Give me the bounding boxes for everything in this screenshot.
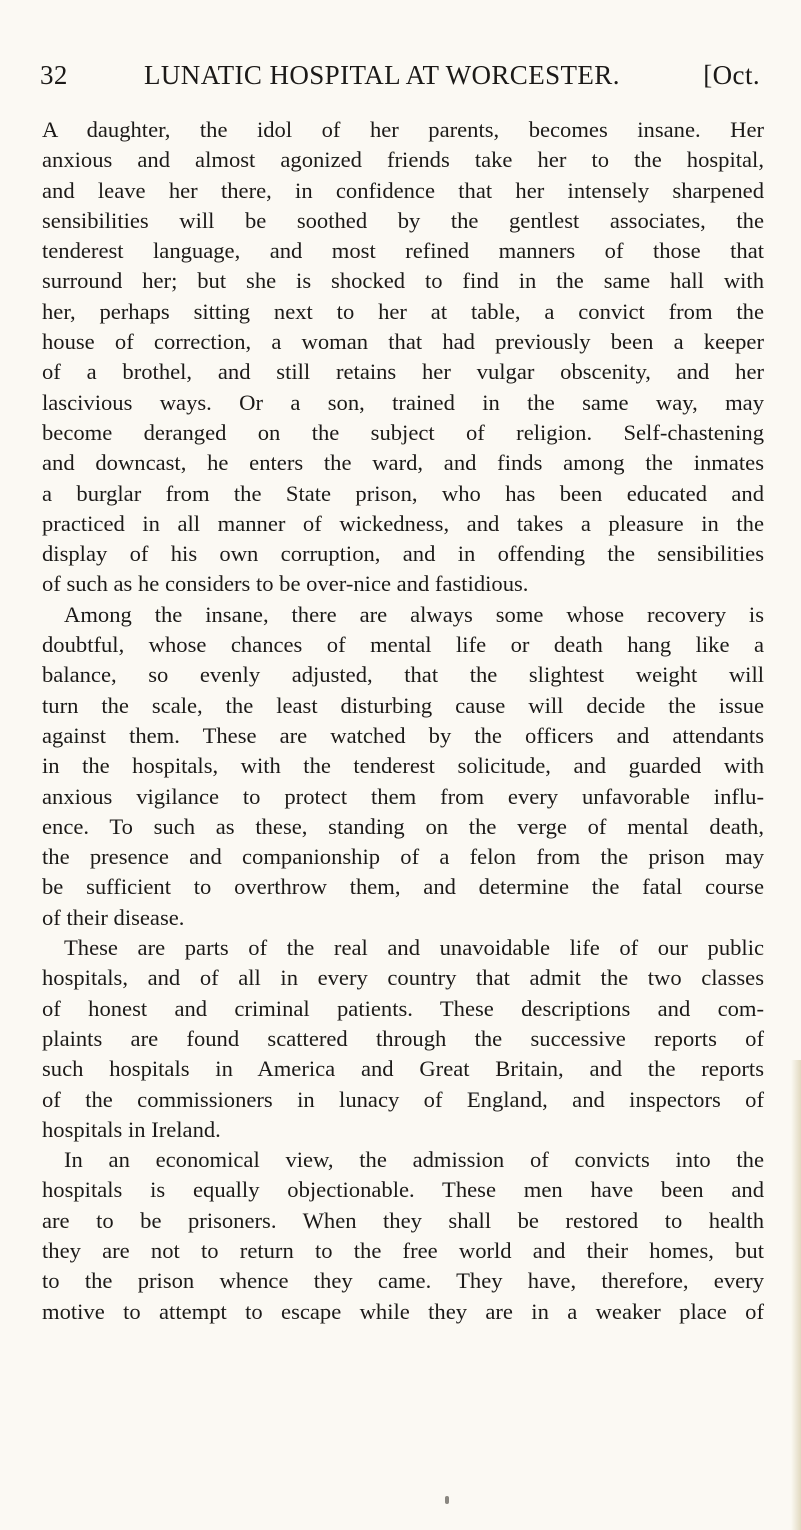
text-line: of the commissioners in lunacy of England, and inspectors of	[42, 1086, 764, 1112]
text-line: A daughter, the idol of her parents, becomes insane. Her	[42, 117, 764, 142]
text-line: of honest and criminal patients. These descriptions and com-	[42, 995, 764, 1021]
text-line: In an economical view, the admission of convicts into the	[64, 1147, 764, 1173]
text-line: ence. To such as these, standing on the verge of mental death,	[42, 813, 764, 839]
ink-speck	[445, 1496, 449, 1504]
text-line: anxious and almost agonized friends take her to the hospital,	[42, 147, 764, 173]
text-line: hospitals, and of all in every country that admit the two classes	[42, 965, 764, 991]
text-line: tenderest language, and most refined manners of those that	[42, 238, 764, 264]
text-line: a burglar from the State prison, who has been educated and	[42, 480, 764, 506]
text-line: against them. These are watched by the officers and attendants	[42, 722, 764, 748]
text-line: surround her; but she is shocked to find in the same hall with	[42, 268, 764, 294]
text-line: of their disease.	[42, 904, 185, 930]
text-line: balance, so evenly adjusted, that the slightest weight will	[42, 662, 764, 688]
text-line: they are not to return to the free world and their homes, but	[42, 1237, 764, 1263]
text-line: are to be prisoners. When they shall be restored to health	[42, 1207, 764, 1233]
body-text	[42, 115, 764, 1327]
text-line: become deranged on the subject of religion. Self-chastening	[42, 419, 764, 445]
text-line: the presence and companionship of a felon from the prison may	[42, 844, 764, 870]
text-line: and downcast, he enters the ward, and finds among the inmates	[42, 450, 764, 476]
text-line: and leave her there, in confidence that her intensely sharpened	[42, 177, 764, 203]
running-title: LUNATIC HOSPITAL AT WORCESTER.	[144, 60, 620, 90]
text-line: hospitals in Ireland.	[42, 1116, 221, 1142]
text-line: of a brothel, and still retains her vulgar obscenity, and her	[42, 359, 764, 385]
header-date: [Oct.	[703, 60, 760, 90]
text-line: sensibilities will be soothed by the gentlest associates, the	[42, 207, 764, 233]
text-line: doubtful, whose chances of mental life or death hang like a	[42, 632, 764, 658]
text-line: motive to attempt to escape while they are in a weaker place of	[42, 1298, 764, 1324]
page-edge-shadow	[791, 1060, 801, 1530]
text-line: turn the scale, the least disturbing cause will decide the issue	[42, 692, 764, 718]
text-line: Among the insane, there are always some whose recovery is	[64, 601, 764, 627]
text-line: display of his own corruption, and in offending the sensibilities	[42, 541, 764, 567]
text-line: such hospitals in America and Great Britain, and the reports	[42, 1056, 764, 1082]
text-line: in the hospitals, with the tenderest solicitude, and guarded with	[42, 753, 764, 779]
text-line: her, perhaps sitting next to her at table, a convict from the	[42, 298, 764, 324]
text-line: of such as he considers to be over-nice and fastidious.	[42, 571, 529, 597]
text-line: to the prison whence they came. They have, therefore, every	[42, 1268, 764, 1294]
text-line: practiced in all manner of wickedness, and takes a pleasure in the	[42, 510, 764, 536]
text-line: hospitals is equally objectionable. These men have been and	[42, 1177, 764, 1203]
text-line: anxious vigilance to protect them from every unfavorable influ-	[42, 783, 764, 809]
running-header	[40, 50, 760, 94]
text-line: plaints are found scattered through the successive reports of	[42, 1025, 764, 1051]
text-line: be sufficient to overthrow them, and determine the fatal course	[42, 874, 764, 900]
page-number: 32	[40, 60, 68, 90]
text-line: lascivious ways. Or a son, trained in the same way, may	[42, 389, 764, 415]
text-line: These are parts of the real and unavoidable life of our public	[64, 935, 764, 961]
text-line: house of correction, a woman that had previously been a keeper	[42, 329, 764, 355]
